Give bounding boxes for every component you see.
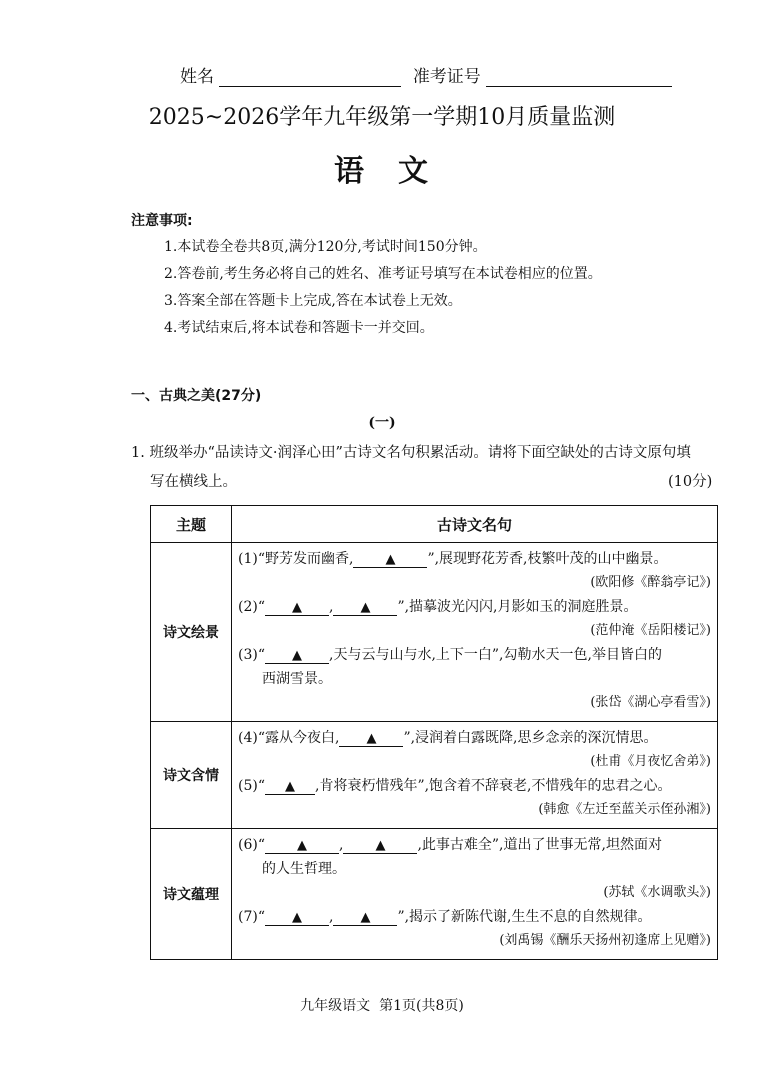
notes-item: 4.考试结束后,将本试卷和答题卡一并交回。 <box>164 320 434 336</box>
content-cell <box>232 543 718 722</box>
name-field[interactable] <box>219 68 401 87</box>
id-label: 准考证号 <box>412 67 481 87</box>
theme-cell: 诗文含情 <box>151 722 232 829</box>
line-5: (5)“ ▲ ,肯将衰朽惜残年”,饱含着不辞衰老,不惜残年的忠君之心。 <box>238 778 672 794</box>
answer-blank[interactable]: ▲ <box>343 839 417 854</box>
answer-blank[interactable]: ▲ <box>353 553 427 568</box>
table-row <box>151 829 718 960</box>
question-line-2: 写在横线上。 <box>150 474 237 490</box>
table-row <box>151 543 718 722</box>
source-label: (杜甫《月夜忆舍弟》) <box>590 754 711 769</box>
line-7: (7)“ ▲ , ▲ ”,揭示了新陈代谢,生生不息的自然规律。 <box>238 909 652 925</box>
notes-item: 2.答卷前,考生务必将自己的姓名、准考证号填写在本试卷相应的位置。 <box>164 266 602 282</box>
answer-blank[interactable]: ▲ <box>265 601 329 616</box>
col-content-header: 古诗文名句 <box>232 506 718 543</box>
question-score: (10分) <box>668 474 713 490</box>
section-title: 一、古典之美(27分) <box>131 388 262 404</box>
content-cell <box>232 829 718 960</box>
answer-blank[interactable]: ▲ <box>265 911 329 926</box>
notes-heading: 注意事项: <box>131 213 193 229</box>
answer-blank[interactable]: ▲ <box>339 732 403 747</box>
line-1: (1)“野芳发而幽香, ▲ ”,展现野花芳香,枝繁叶茂的山中幽景。 <box>238 551 668 567</box>
notes-item: 3.答案全部在答题卡上完成,答在本试卷上无效。 <box>164 293 462 309</box>
table-header-row <box>151 506 718 543</box>
source-label: (苏轼《水调歌头》) <box>603 885 711 900</box>
col-theme-header: 主题 <box>151 506 232 543</box>
answer-blank[interactable]: ▲ <box>265 780 315 795</box>
answer-blank[interactable]: ▲ <box>333 601 397 616</box>
page-footer: 九年级语文 第1页(共8页) <box>300 998 464 1014</box>
notes-item: 1.本试卷全卷共8页,满分120分,考试时间150分钟。 <box>164 239 487 255</box>
answer-blank[interactable]: ▲ <box>265 839 339 854</box>
theme-cell: 诗文绘景 <box>151 543 232 722</box>
content-cell <box>232 722 718 829</box>
line-6-cont: 的人生哲理。 <box>262 861 346 877</box>
source-label: (欧阳修《醉翁亭记》) <box>590 575 711 590</box>
line-3-cont: 西湖雪景。 <box>262 671 332 687</box>
candidate-info-line <box>180 62 672 87</box>
source-label: (张岱《湖心亭看雪》) <box>590 695 711 710</box>
theme-cell: 诗文蕴理 <box>151 829 232 960</box>
line-3: (3)“ ▲ ,天与云与山与水,上下一白”,勾勒水天一色,举目皆白的 <box>238 647 662 663</box>
subject-title: 语 文 <box>334 154 430 189</box>
answer-blank[interactable]: ▲ <box>265 649 329 664</box>
exam-title: 2025~2026学年九年级第一学期10月质量监测 <box>148 105 616 130</box>
table-row <box>151 722 718 829</box>
part-label: (一) <box>368 415 396 431</box>
notes-list <box>164 234 602 342</box>
name-label: 姓名 <box>180 67 214 87</box>
answer-blank[interactable]: ▲ <box>333 911 397 926</box>
line-4: (4)“露从今夜白, ▲ ”,浸润着白露既降,思乡念亲的深沉情思。 <box>238 730 658 746</box>
source-label: (韩愈《左迁至蓝关示侄孙湘》) <box>538 802 711 817</box>
source-label: (刘禹锡《酬乐天扬州初逢席上见赠》) <box>499 933 711 948</box>
question-line-1: 1. 班级举办“品读诗文·润泽心田”古诗文名句积累活动。请将下面空缺处的古诗文原句填 <box>131 445 691 461</box>
line-2: (2)“ ▲ , ▲ ”,描摹波光闪闪,月影如玉的洞庭胜景。 <box>238 599 638 615</box>
source-label: (范仲淹《岳阳楼记》) <box>590 623 711 638</box>
poem-table <box>150 505 718 960</box>
line-6: (6)“ ▲ , ▲ ,此事古难全”,道出了世事无常,坦然面对 <box>238 837 662 853</box>
id-field[interactable] <box>486 68 672 87</box>
